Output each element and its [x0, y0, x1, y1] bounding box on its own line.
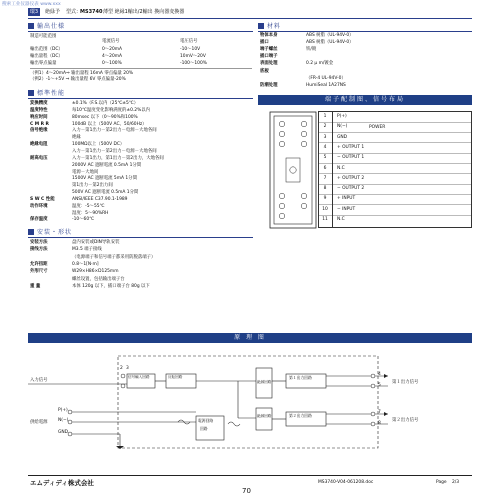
spec-value: 入力－第1出力－第2出力－电源－大地各间 — [72, 148, 157, 154]
pin-column-rule — [332, 112, 333, 227]
spec-row — [30, 255, 252, 262]
spec-row — [30, 170, 252, 177]
pin-divider — [319, 194, 471, 195]
spec-row — [30, 149, 252, 156]
spec-label: 絶縁电阻 — [30, 142, 48, 148]
pin-n-label: N(−) — [58, 418, 69, 423]
section-square-icon — [258, 23, 264, 29]
spec-label: 信号绝缘 — [30, 128, 48, 134]
pin-number: 7 — [323, 175, 327, 181]
pin-signal: GND — [337, 134, 348, 140]
output-spec-heading: 輸出仕様 — [28, 23, 253, 31]
pin-divider — [319, 184, 471, 185]
spec-label: 插口 — [260, 40, 269, 46]
out-pin-7: 7 — [378, 410, 381, 415]
output-note: （例2）-1～+5V ⇒ 输出量程 6V 零点偏量-20% — [30, 77, 126, 82]
spec-label: 耐高电压 — [30, 155, 48, 161]
section-square-icon — [28, 90, 34, 96]
spec-value: 100dB 以上（500V AC、50/60Hz） — [72, 121, 147, 127]
output1-signal-label: 第１出力信号 — [392, 380, 419, 385]
pin-number: 4 — [323, 144, 327, 150]
spec-value: -10～60℃ — [72, 217, 95, 223]
top-link[interactable]: 搜索工业仪器仪表 www.xxx — [2, 2, 61, 7]
spec-row — [260, 83, 472, 90]
output-row-voltage: -100～100% — [180, 61, 207, 66]
standard-heading: 標準性能 — [28, 90, 253, 98]
spec-value: 盘内安装或DIN导轨安装 — [72, 240, 120, 245]
output-row-voltage: -10～10V — [180, 47, 201, 52]
spec-row — [260, 54, 472, 61]
block-input-circuit: 信号輸入回路 — [128, 375, 150, 379]
spec-label: 端子螺丝 — [260, 47, 278, 53]
spec-value: 入力－第1出力－第2出力－电源－大地各间 — [72, 128, 157, 134]
section-square-icon — [28, 23, 34, 29]
block-osc-circuit: 回路 — [200, 426, 208, 431]
spec-row — [30, 247, 252, 254]
power-label: POWER — [369, 125, 386, 130]
spec-label: 接线方法 — [30, 247, 48, 253]
output-row-label: 輸出量程（DC） — [30, 54, 63, 59]
spec-value: ±0.1%（F.S.以内（25℃±5℃） — [72, 101, 139, 106]
category-label: 絶緑予 — [45, 9, 61, 15]
output-row-current: 4～20mA — [102, 54, 123, 59]
spec-row — [260, 69, 472, 76]
pin-signal: − INPUT — [337, 206, 356, 212]
spec-row — [260, 40, 472, 47]
block-isolation-2: 絶縁回路 — [257, 414, 272, 418]
pin-number: 2 — [323, 124, 327, 130]
principle-diagram — [28, 346, 472, 454]
spec-row — [30, 211, 252, 218]
spec-row — [30, 108, 252, 115]
spec-row — [30, 262, 252, 269]
spec-row — [30, 156, 252, 163]
spec-row — [30, 176, 252, 183]
model-number: MS3740 — [80, 9, 103, 15]
pin-signal: + OUTPUT 2 — [337, 175, 365, 181]
pin-divider — [319, 153, 471, 154]
spec-row — [260, 33, 472, 40]
pin-signal: P(+) — [337, 114, 347, 119]
spec-value: ABS 树脂（UL-94V-0） — [306, 40, 354, 46]
spec-label: C M R R — [30, 121, 49, 127]
pin-divider — [319, 142, 471, 143]
spec-row — [30, 135, 252, 142]
output-row-voltage: 10mV～20V — [180, 54, 206, 59]
spec-row — [30, 163, 252, 170]
spec-value: 絶縁 — [72, 135, 81, 141]
spec-row — [30, 183, 252, 190]
block-inverter: 反転回路 — [168, 375, 183, 379]
block-output-2: 第２出力回路 — [289, 413, 312, 418]
spec-label: 保存温度 — [30, 217, 48, 223]
pin-signal: N(−) — [337, 124, 348, 130]
pin-gnd-label: GND — [58, 430, 69, 435]
pin-divider — [319, 122, 471, 123]
output-row-label: 輸出范围（DC） — [30, 47, 63, 52]
spec-value: 第1出力－第2出力间 — [72, 183, 113, 189]
spec-value: 每10℃温度变化影响满度的±0.2%以内 — [72, 107, 151, 113]
block-power-circuit: 電源回路 — [198, 418, 214, 423]
input-pin-3: 3 — [126, 366, 129, 371]
spec-row — [30, 128, 252, 135]
model-description: 薄型 絶縁1輸出/2輸出 換向器変換器 — [103, 9, 185, 15]
spec-label: 防潮处理 — [260, 82, 278, 88]
spec-label: 重 量 — [30, 283, 41, 289]
spec-value: 温度：-5～55℃ — [72, 203, 105, 209]
spec-value: 入力－第1出力，第1出力－第2出力，大地各间 — [72, 155, 164, 161]
pin-divider — [319, 163, 471, 164]
spec-row — [30, 269, 252, 276]
input-pin-2: 2 — [120, 366, 123, 371]
pin-signal: N.C — [337, 165, 345, 171]
pin-signal: + INPUT — [337, 196, 356, 202]
category-badge: 環3 — [29, 9, 39, 15]
output-spec-table — [30, 34, 252, 84]
spec-value: 100MΩ以上（500V DC） — [72, 142, 125, 148]
output-col-current: 電流信号 — [102, 39, 120, 44]
model-label: 型式： — [66, 9, 82, 15]
section-square-icon — [28, 229, 34, 235]
pin-divider — [319, 173, 471, 174]
doc-code: MS3740-V04-061208.doc — [318, 480, 374, 485]
pin-assignment-table — [318, 111, 472, 228]
output-row-current: 0～100% — [102, 61, 122, 66]
spec-row — [260, 61, 472, 68]
spec-row — [30, 142, 252, 149]
spec-row — [30, 115, 252, 122]
spec-row — [260, 76, 472, 83]
spec-label: 表面处理 — [260, 61, 278, 67]
spec-row — [260, 47, 472, 54]
pin-p-label: P(+) — [58, 408, 68, 413]
spec-row — [30, 284, 252, 291]
block-output-1: 第１出力回路 — [289, 375, 312, 380]
spec-label: 外形尺寸 — [30, 269, 48, 275]
spec-row — [30, 217, 252, 224]
material-table — [260, 33, 472, 91]
input-signal-label: 入力信号 — [30, 378, 48, 383]
footer-rule — [28, 475, 472, 476]
material-heading: 材料 — [258, 23, 472, 31]
output-row-label: 輸出零点偏量 — [30, 61, 57, 66]
spec-value: 2000V AC 遮断電流 0.5mA 1分間 — [72, 162, 142, 168]
safety-heading: 安装・形状 — [28, 229, 253, 237]
out-pin-5: 5 — [378, 383, 381, 388]
spec-value: ABS 树脂（UL-94V-0） — [306, 33, 354, 38]
spec-label: 物体本身 — [260, 33, 278, 38]
spec-label: 允许扭距 — [30, 261, 48, 267]
spec-label: S W C 性能 — [30, 196, 55, 202]
spec-value: ANSI/IEEE C37.90.1-1989 — [72, 196, 128, 202]
spec-row — [30, 204, 252, 211]
out-pin-4: 4 — [378, 372, 381, 377]
page-label: Page — [436, 480, 447, 485]
spec-row — [30, 197, 252, 204]
out-pin-8: 8 — [378, 421, 381, 426]
pin-number: 11 — [322, 217, 328, 222]
pin-divider — [319, 204, 471, 205]
spec-value: W29×H86×D125mm — [72, 269, 119, 275]
spec-value: 螺丝设置，包括输出端子台 — [72, 276, 125, 282]
spec-label: 温度特性 — [30, 107, 48, 113]
pin-signal: − OUTPUT 1 — [337, 155, 365, 161]
spec-label: 动作环境 — [30, 203, 48, 209]
pin-number: 8 — [323, 186, 327, 192]
header-rule — [28, 18, 472, 19]
spec-row — [30, 277, 252, 284]
pin-signal: + OUTPUT 1 — [337, 144, 365, 150]
spec-value: 本体 120g 以下，插口端子台 80g 以下 — [72, 283, 150, 289]
principle-heading: 原 理 图 — [28, 333, 472, 343]
spec-value: M3.5 端子接线 — [72, 247, 102, 253]
spec-label: 変換精度 — [30, 101, 48, 106]
pin-number: 3 — [323, 134, 327, 140]
standard-spec-table — [30, 101, 252, 225]
spec-value: HumiSeal 1A27NS — [306, 82, 346, 88]
spec-label: 安装方法 — [30, 240, 48, 245]
output-note: （例1）4～20mA⇒ 输出量程 16mA 零点偏量 20% — [30, 71, 134, 76]
pin-number: 10 — [322, 206, 328, 212]
pin-divider — [319, 132, 471, 133]
pin-signal: − OUTPUT 2 — [337, 186, 365, 192]
spec-label: 底板 — [260, 68, 269, 74]
page-count: 2/3 — [452, 480, 460, 485]
output-col-voltage: 電圧信号 — [180, 39, 198, 44]
spec-value: 湿度：5～90%RH — [72, 210, 109, 216]
divider — [30, 68, 252, 69]
terminal-heading: 端子配制图、信号布局 — [258, 95, 472, 105]
spec-value: 1500V AC 遮断電流 5mA 1分間 — [72, 176, 137, 182]
power-supply-label: 供給電源 — [30, 420, 48, 425]
pin-divider — [319, 215, 471, 216]
spec-value: 500V AC 遮断電流 0.5mA 1分間 — [72, 190, 139, 196]
spec-row — [30, 190, 252, 197]
pin-number: 1 — [323, 114, 327, 119]
spec-row — [30, 240, 252, 247]
spec-value: 80msec 以下（0～90%和100% — [72, 114, 138, 120]
pin-number: 9 — [323, 196, 327, 202]
spec-value: 铁/镀 — [306, 47, 317, 53]
output2-signal-label: 第２出力信号 — [392, 418, 419, 423]
block-isolation-1: 絶縁回路 — [257, 380, 272, 384]
spec-value: 0.8～1[N·m] — [72, 261, 99, 267]
output-row-label: 制造可能范围 — [30, 34, 57, 39]
pin-number: 5 — [323, 155, 327, 161]
spec-row — [30, 101, 252, 108]
spec-label: 响应时间 — [30, 114, 48, 120]
output-row-current: 0～20mA — [102, 47, 123, 52]
pin-signal: N.C — [337, 217, 345, 222]
spec-value: （电源端子和信号端子都采用防脱落端子） — [72, 254, 156, 260]
spec-value: 電源－大地间 — [72, 169, 99, 175]
safety-spec-table — [30, 240, 252, 292]
spec-label: 插口端子 — [260, 54, 278, 60]
spec-value: （FR-4 UL-94V-0） — [306, 75, 346, 81]
company-name: エムディディ株式会社 — [30, 479, 94, 487]
spec-value: 0.2 μ m/镀金 — [306, 61, 334, 67]
page-number: 70 — [242, 487, 251, 495]
pin-number: 6 — [323, 165, 327, 171]
